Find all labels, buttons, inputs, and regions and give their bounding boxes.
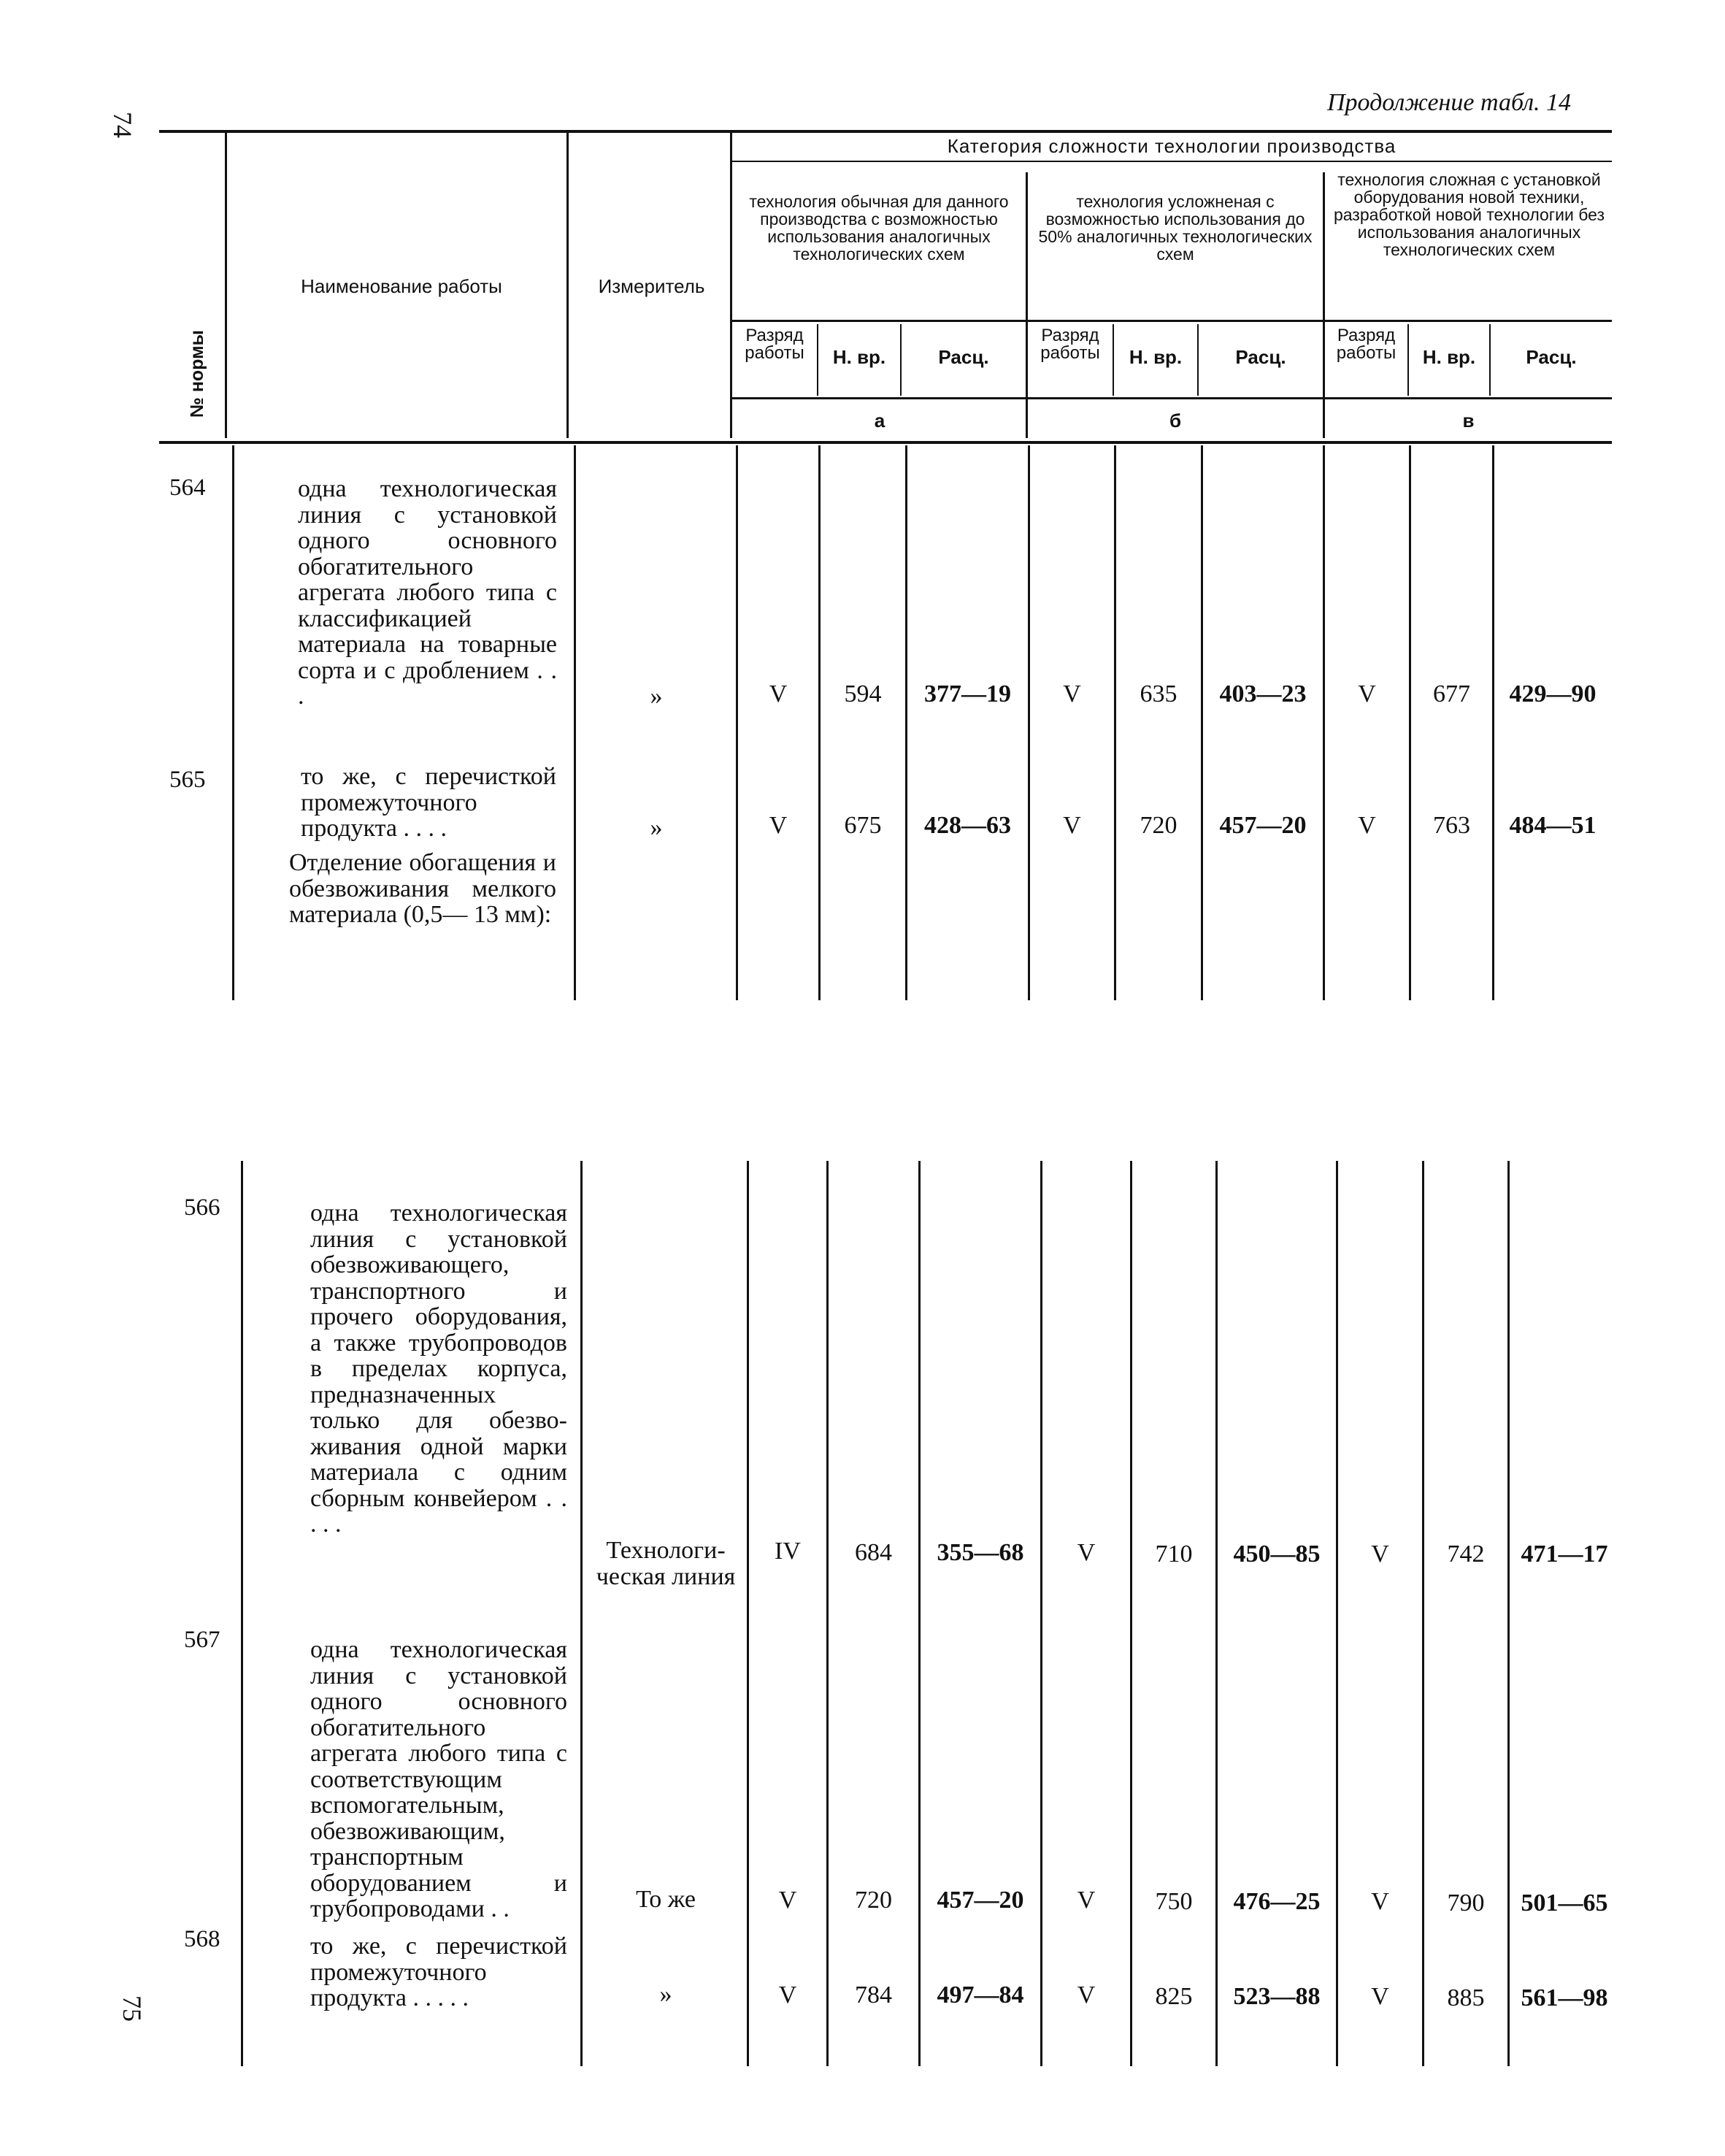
page-number-top: 74 [108,112,137,138]
header-norm-no: № нормы [187,330,207,418]
measure: » [650,814,663,841]
continuation-label: Продолжение табл. 14 [1327,89,1572,116]
rate-c: 484—51 [1509,812,1597,839]
work-description: одна технологическая линия с установкой одного основного обогатительного агрегата любого типа с классификацией материала на товарные сорта и с дроблением . . . [298,475,557,710]
header-category-a: технология обычная для данного производства с возможностью использования аналогичных технологических схем [749,192,1009,264]
rank-b: V [1077,1539,1096,1566]
time-a: 594 [844,680,882,707]
time-b: 710 [1155,1541,1193,1568]
rank-c: V [1371,1541,1389,1568]
rank-a: IV [775,1538,801,1565]
sub-rate-b: Расц. [1235,346,1286,368]
work-description: одна технологическая линия с установкой одного основного обогатительного агрегата любого типа с соответствующим вспомогательным, обезвоживающим, транспортным оборудованием и трубопроводами . . [310,1636,567,1922]
sub-rate-c: Расц. [1526,346,1577,368]
rank-b: V [1077,1982,1096,2009]
rate-b: 476—25 [1233,1888,1321,1915]
sub-time-c: Н. вр. [1422,346,1476,368]
time-a: 720 [855,1887,892,1914]
rank-c: V [1371,1983,1389,2010]
rate-a: 497—84 [937,1982,1024,2009]
norm-no: 567 [184,1627,220,1653]
time-b: 825 [1155,1983,1193,2010]
rate-b: 457—20 [1219,812,1307,839]
work-description: то же, с перечисткой промежуточного продукта . . . . . [310,1933,567,2011]
header-work-name: Наименование работы [301,275,502,297]
header-complexity: Категория сложности технологии производства [947,135,1396,157]
rate-b: 403—23 [1219,680,1307,707]
rate-b: 523—88 [1233,1983,1321,2010]
rate-c: 471—17 [1521,1541,1608,1568]
sub-time-a: Н. вр. [832,346,886,368]
measure: То же [636,1886,696,1913]
top-rule [159,130,1612,133]
measure: » [659,1981,672,2008]
work-description: то же, с перечисткой промежуточного продукта . . . . [301,763,556,842]
rate-c: 501—65 [1521,1890,1608,1917]
rate-a: 355—68 [937,1539,1024,1566]
time-b: 720 [1140,812,1177,839]
rate-a: 377—19 [924,680,1011,707]
time-c: 742 [1447,1541,1485,1568]
time-c: 763 [1433,812,1470,839]
rank-b: V [1077,1887,1096,1914]
letter-a: а [874,410,885,431]
time-a: 675 [844,812,882,839]
rank-c: V [1358,812,1376,839]
sub-rank-c: Разряд работы [1336,326,1396,363]
time-a: 784 [855,1982,892,2009]
header-category-c: технология сложная с установкой оборудования новой техники, разработкой новой технологии без использования аналогичных технологических схем [1333,170,1605,259]
rank-a: V [769,680,788,707]
sub-rank-a: Разряд работы [745,326,804,363]
rank-c: V [1358,680,1376,707]
work-description: одна технологическая линия с установкой обезвоживающего, транспортного и прочего оборудования, а также трубопроводов в пределах корпуса, предназначенных только для обезвоживания одной марки материала с одним сборным конвейером . . . . . [310,1200,567,1538]
time-c: 885 [1447,1984,1485,2011]
rate-b: 450—85 [1233,1541,1321,1568]
rank-a: V [769,812,788,839]
rank-a: V [778,1982,797,2009]
rank-b: V [1063,680,1081,707]
header-bottom-rule [159,441,1612,444]
rate-a: 457—20 [937,1887,1024,1914]
rank-c: V [1371,1888,1389,1915]
measure: » [650,683,663,710]
header-measure: Измеритель [598,275,705,297]
sub-rank-b: Разряд работы [1040,326,1100,363]
time-b: 750 [1155,1888,1193,1915]
rate-c: 429—90 [1509,680,1597,707]
rank-a: V [778,1887,797,1914]
sub-rate-a: Расц. [938,346,989,368]
rate-c: 561—98 [1521,1984,1608,2011]
page-number-bottom: 75 [118,1995,147,2022]
letter-c: в [1462,410,1475,431]
norm-no: 566 [184,1194,220,1221]
rate-a: 428—63 [924,812,1011,839]
time-c: 790 [1447,1890,1485,1917]
time-a: 684 [855,1539,892,1566]
rank-b: V [1063,812,1081,839]
time-b: 635 [1140,680,1177,707]
time-c: 677 [1433,680,1470,707]
header-category-b: технология усложненая с возможностью использования до 50% аналогичных технологических схем [1038,192,1313,264]
letter-b: б [1169,410,1182,431]
measure: Технологическая линия [596,1537,736,1590]
norm-no: 564 [169,475,206,501]
norm-no: 565 [169,767,206,793]
norm-no: 568 [184,1926,220,1952]
section-heading: Отделение обогащения и обезвоживания мелкого материала (0,5— 13 мм): [289,849,556,928]
sub-time-b: Н. вр. [1129,346,1183,368]
